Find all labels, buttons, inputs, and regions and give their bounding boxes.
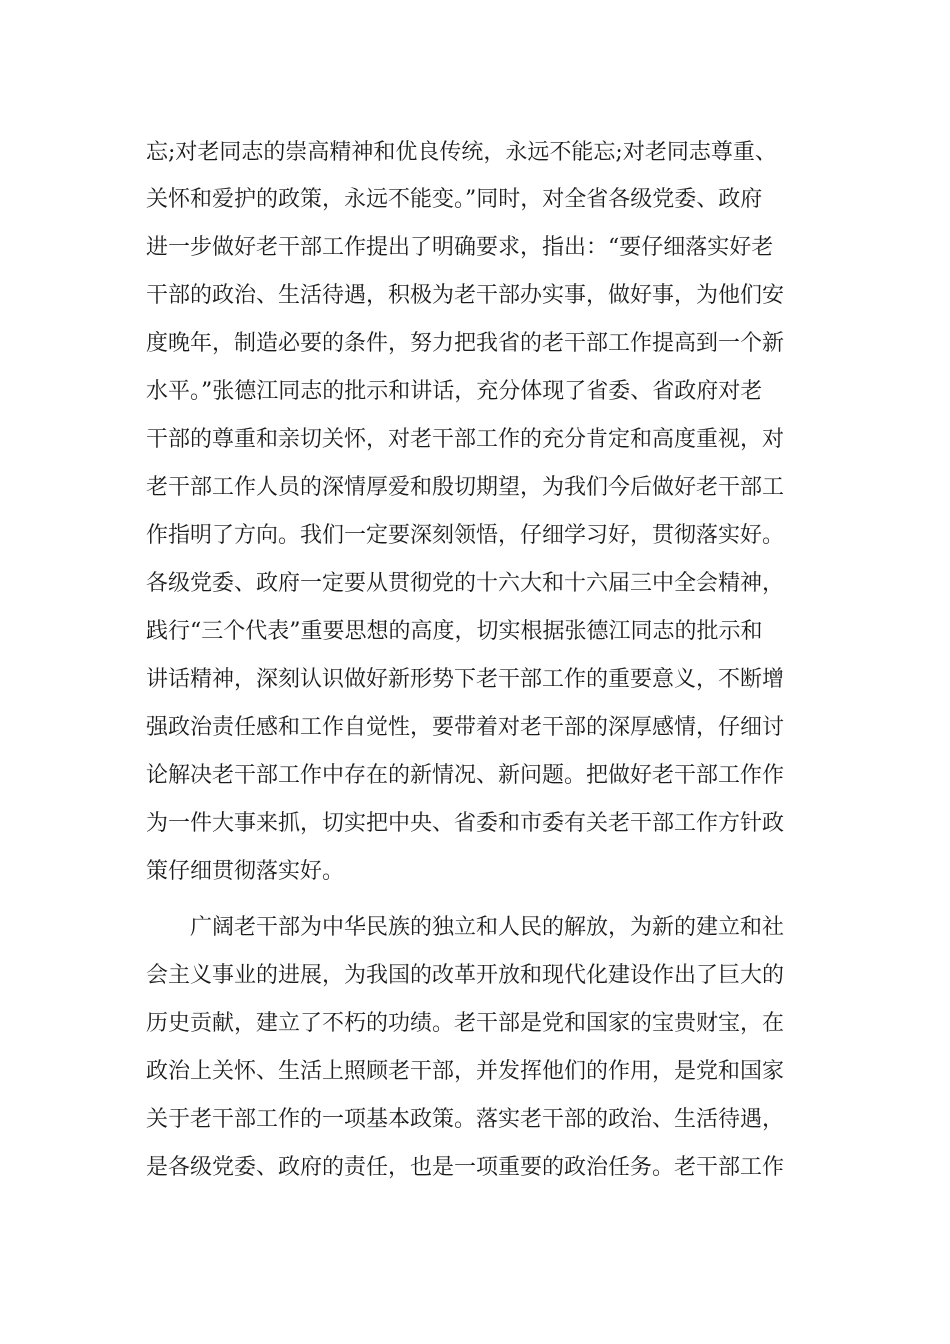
text-line: 关于老干部工作的一项基本政策。落实老干部的政治、生活待遇， [146, 1107, 785, 1132]
text-line: 老干部工作人员的深情厚爱和殷切期望，为我们今后做好老干部工 [146, 475, 785, 500]
text-line: 各级党委、政府一定要从贯彻党的十六大和十六届三中全会精神， [146, 571, 785, 596]
text-line: 干部的政治、生活待遇，积极为老干部办实事，做好事，为他们安 [146, 283, 785, 308]
text-line: 策仔细贯彻落实好。 [146, 859, 345, 884]
text-line: 践行“三个代表”重要思想的高度，切实根据张德江同志的批示和 [146, 619, 763, 644]
body-text [146, 0, 806, 1344]
text-line: 作指明了方向。我们一定要深刻领悟，仔细学习好，贯彻落实好。 [146, 523, 785, 548]
text-line: 历史贡献，建立了不朽的功绩。老干部是党和国家的宝贵财宝，在 [146, 1011, 785, 1036]
text-line: 会主义事业的进展，为我国的改革开放和现代化建设作出了巨大的 [146, 963, 785, 988]
text-line: 度晚年，制造必要的条件，努力把我省的老干部工作提高到一个新 [146, 331, 785, 356]
text-line: 强政治责任感和工作自觉性，要带着对老干部的深厚感情，仔细讨 [146, 715, 785, 740]
text-line: 进一步做好老干部工作提出了明确要求，指出：“要仔细落实好老 [146, 235, 774, 260]
text-line: 水平。”张德江同志的批示和讲话，充分体现了省委、省政府对老 [146, 379, 763, 404]
text-line: 广阔老干部为中华民族的独立和人民的解放，为新的建立和社 [190, 915, 785, 940]
text-line: 为一件大事来抓，切实把中央、省委和市委有关老干部工作方针政 [146, 811, 785, 836]
text-line: 关怀和爱护的政策，永远不能变。”同时，对全省各级党委、政府 [146, 187, 763, 212]
text-line: 政治上关怀、生活上照顾老干部，并发挥他们的作用，是党和国家 [146, 1059, 785, 1084]
text-line: 讲话精神，深刻认识做好新形势下老干部工作的重要意义，不断增 [146, 667, 785, 692]
text-line: 是各级党委、政府的责任，也是一项重要的政治任务。老干部工作 [146, 1155, 785, 1180]
text-line: 论解决老干部工作中存在的新情况、新问题。把做好老干部工作作 [146, 763, 785, 788]
text-line: 忘;对老同志的崇高精神和优良传统，永远不能忘;对老同志尊重、 [146, 140, 777, 165]
text-line: 干部的尊重和亲切关怀，对老干部工作的充分肯定和高度重视，对 [146, 427, 785, 452]
